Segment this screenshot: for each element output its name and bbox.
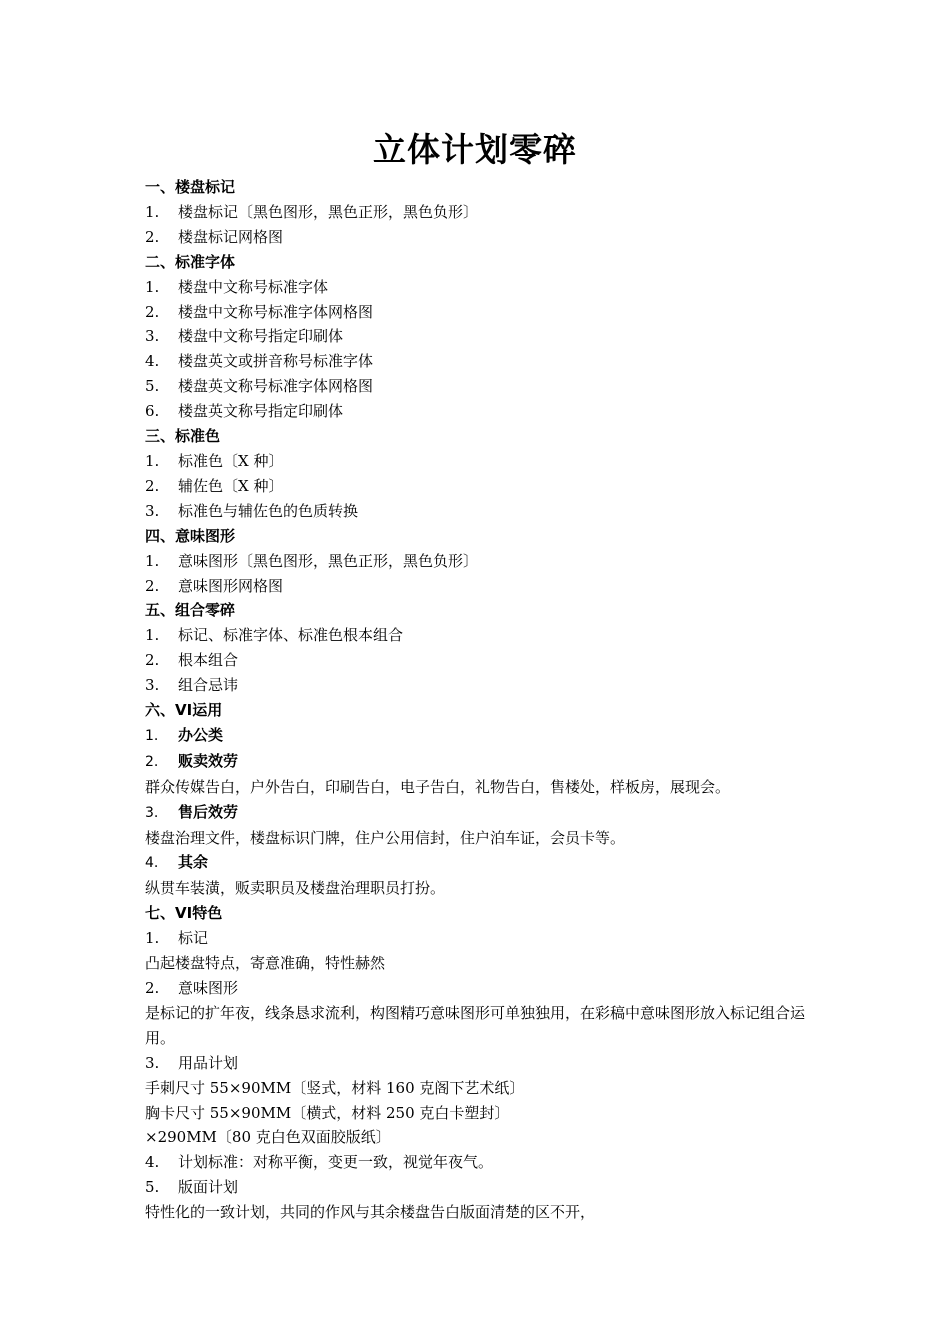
subsection-heading bbox=[145, 850, 825, 876]
item-number: 1. bbox=[145, 202, 160, 221]
section-heading: 七、VI特色 bbox=[145, 904, 223, 923]
item-text: 意味图形网格图 bbox=[178, 576, 284, 595]
item-number: 3. bbox=[145, 676, 160, 695]
item-number: 5. bbox=[145, 377, 160, 396]
list-item bbox=[145, 1150, 825, 1175]
subsection-text: 贩卖效劳 bbox=[178, 751, 239, 770]
list-item bbox=[145, 1175, 825, 1200]
list-item bbox=[145, 549, 825, 574]
list-item bbox=[145, 449, 825, 474]
paragraph: 群众传媒告白，户外告白，印刷告白，电子告白，礼物告白，售楼处，样板房，展现会。 bbox=[145, 777, 731, 796]
item-number: 4. bbox=[145, 1153, 160, 1172]
section-heading: 三、标准色 bbox=[145, 427, 221, 446]
item-number: 1. bbox=[145, 727, 159, 744]
item-text: 楼盘标记网格图 bbox=[178, 227, 284, 246]
list-item bbox=[145, 225, 825, 250]
list-item bbox=[145, 300, 825, 325]
item-text: 楼盘英文称号指定印刷体 bbox=[178, 402, 344, 421]
list-item bbox=[145, 976, 825, 1001]
item-number: 2. bbox=[145, 576, 160, 595]
list-item bbox=[145, 673, 825, 698]
item-text: 计划标准：对称平衡，变更一致，视觉年夜气。 bbox=[178, 1153, 494, 1172]
list-item bbox=[145, 399, 825, 424]
list-item bbox=[145, 574, 825, 599]
list-item bbox=[145, 1051, 825, 1076]
section-heading: 五、组合零碎 bbox=[145, 601, 236, 620]
item-number: 6. bbox=[145, 402, 160, 421]
item-number: 4. bbox=[145, 855, 159, 872]
item-text: 辅佐色〔X 种〕 bbox=[178, 476, 284, 495]
item-number: 2. bbox=[145, 979, 160, 997]
item-text: 楼盘标记〔黑色图形，黑色正形，黑色负形〕 bbox=[178, 202, 479, 221]
paragraph: ×290MM〔80 克白色双面胶版纸〕 bbox=[145, 1128, 391, 1147]
subsection-heading bbox=[145, 749, 825, 775]
item-text: 楼盘英文称号标准字体网格图 bbox=[178, 377, 374, 396]
subsection-heading bbox=[145, 723, 825, 749]
list-item bbox=[145, 623, 825, 648]
item-text: 意味图形〔黑色图形，黑色正形，黑色负形〕 bbox=[178, 551, 479, 570]
item-text: 楼盘中文称号指定印刷体 bbox=[178, 327, 344, 346]
item-number: 2. bbox=[145, 651, 160, 670]
item-text: 用品计划 bbox=[178, 1053, 239, 1072]
item-number: 3. bbox=[145, 1053, 160, 1072]
list-item bbox=[145, 324, 825, 349]
item-number: 2. bbox=[145, 302, 160, 321]
item-number: 1. bbox=[145, 551, 160, 570]
paragraph: 凸起楼盘特点，寄意准确，特性赫然 bbox=[145, 954, 386, 973]
item-number: 4. bbox=[145, 352, 160, 371]
subsection-text: 售后效劳 bbox=[178, 802, 239, 821]
item-number: 3. bbox=[145, 327, 160, 346]
subsection-heading bbox=[145, 800, 825, 826]
section-heading: 六、VI运用 bbox=[145, 701, 223, 720]
item-number: 2. bbox=[145, 753, 159, 770]
list-item bbox=[145, 474, 825, 499]
item-text: 标记、标准字体、标准色根本组合 bbox=[178, 626, 404, 645]
item-number: 1. bbox=[145, 929, 160, 948]
paragraph: 楼盘治理文件，楼盘标识门牌，住户公用信封，住户泊车证，会员卡等。 bbox=[145, 828, 626, 847]
item-text: 意味图形 bbox=[178, 979, 239, 997]
item-text: 标准色〔X 种〕 bbox=[178, 451, 284, 470]
paragraph: 特性化的一致计划，共同的作风与其余楼盘告白版面清楚的区不开， bbox=[145, 1203, 596, 1222]
subsection-text: 办公类 bbox=[178, 725, 224, 744]
item-number: 1. bbox=[145, 626, 160, 645]
list-item bbox=[145, 499, 825, 524]
paragraph: 胸卡尺寸 55×90MM〔横式，材料 250 克白卡塑封〕 bbox=[145, 1103, 510, 1122]
item-text: 标准色与辅佐色的色质转换 bbox=[178, 501, 359, 520]
list-item bbox=[145, 275, 825, 300]
item-text: 标记 bbox=[178, 929, 209, 948]
subsection-text: 其余 bbox=[178, 853, 209, 872]
list-item bbox=[145, 200, 825, 225]
document-body bbox=[145, 175, 825, 1225]
list-item bbox=[145, 648, 825, 673]
item-number: 3. bbox=[145, 804, 159, 821]
item-text: 根本组合 bbox=[178, 651, 239, 670]
item-number: 3. bbox=[145, 501, 160, 520]
item-number: 1. bbox=[145, 451, 160, 470]
section-heading: 四、意味图形 bbox=[145, 526, 236, 545]
item-text: 楼盘中文称号标准字体 bbox=[178, 277, 329, 296]
section-heading: 二、标准字体 bbox=[145, 252, 236, 271]
item-number: 2. bbox=[145, 476, 160, 495]
paragraph: 是标记的扩年夜，线条恳求流利，构图精巧意味图形可单独独用，在彩稿中意味图形放入标记组合运用。 bbox=[145, 1003, 806, 1047]
item-number: 1. bbox=[145, 277, 160, 296]
item-number: 5. bbox=[145, 1178, 160, 1197]
paragraph: 纵贯车装潢，贩卖职员及楼盘治理职员打扮。 bbox=[145, 879, 446, 898]
item-text: 组合忌讳 bbox=[178, 676, 239, 695]
paragraph: 手刺尺寸 55×90MM〔竖式，材料 160 克阁下艺术纸〕 bbox=[145, 1078, 525, 1097]
item-text: 楼盘中文称号标准字体网格图 bbox=[178, 302, 374, 321]
list-item bbox=[145, 374, 825, 399]
section-heading: 一、楼盘标记 bbox=[145, 178, 236, 196]
item-text: 版面计划 bbox=[178, 1178, 239, 1197]
item-text: 楼盘英文或拼音称号标准字体 bbox=[178, 352, 374, 371]
list-item bbox=[145, 349, 825, 374]
item-number: 2. bbox=[145, 227, 160, 246]
list-item bbox=[145, 926, 825, 951]
document-title: 立体计划零碎 bbox=[373, 130, 577, 169]
